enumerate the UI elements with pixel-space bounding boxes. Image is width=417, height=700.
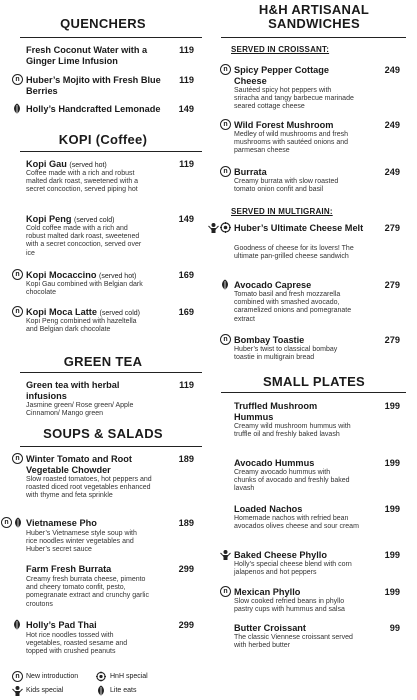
lite-eats-icon [220,279,230,290]
item-name: Avocado Caprese [234,280,312,290]
section-title-sandwiches-line1: H&H ARTISANAL [258,2,370,17]
new-introduction-icon: n [12,306,23,317]
item-description: Homemade nachos with refried bean avocados olives cheese and sour cream [234,515,359,531]
item-description: Medley of wild mushrooms and fresh mushrooms with sautéed onions and parmesan cheese [234,131,349,155]
item-name: Avocado Hummus [234,458,315,468]
section-title-small-plates: SMALL PLATES [262,374,366,389]
item-name: Vietnamese Pho [26,518,97,528]
item-price: 99 [389,623,400,633]
item-name: Mexican Phyllo [234,587,301,597]
item-description: Creamy fresh burrata cheese, pimento and cheery tomato confit, pesto, pomegranate extract and crunchy garlic croutons [26,576,149,608]
item-name: Kopi Gau (served hot) [26,159,107,169]
item-price: 169 [178,270,194,280]
item-description: Hot rice noodles tossed with vegetables, roasted sesame and topped with crushed peanuts [26,632,128,656]
item-name: Kopi Mocaccino (served hot) [26,270,137,280]
kids-special-icon [208,222,219,233]
new-introduction-icon: n [220,334,231,345]
section-rule [20,446,202,447]
section-quenchers [0,17,206,31]
item-name: Spicy Pepper Cottage Cheese [234,65,329,86]
item-price: 279 [384,335,400,345]
item-price: 149 [178,104,194,114]
item-description: Tomato basil and fresh mozzarella combined with smashed avocado, caramelized onions and pomegranate extract [234,291,352,323]
section-rule [20,372,202,373]
item-price: 119 [179,45,194,55]
section-title-soups-salads: SOUPS & SALADS [43,426,163,441]
section-small-plates [211,375,417,389]
item-name: Truffled Mushroom Hummus [234,401,318,422]
new-introduction-icon: n [12,671,23,682]
item-description: Kopi Gau combined with Belgian dark chocolate [26,281,143,297]
item-price: 199 [384,401,400,411]
item-price: 249 [384,65,400,75]
item-description: Creamy wild mushroom hummus with truffle oil and freshly baked lavash [234,423,351,439]
lite-eats-icon [13,517,23,528]
subsection-title-multigrain: SERVED IN MULTIGRAIN: [231,207,333,216]
new-introduction-icon: n [12,74,23,85]
legend-label: Lite eats [110,687,137,694]
section-title-green-tea: GREEN TEA [63,354,143,369]
new-introduction-icon: n [1,517,12,528]
item-description: Huber’s Vietnamese style soup with rice noodles winter vegetables and Huber’s secret sauce [26,530,137,554]
item-name: Baked Cheese Phyllo [234,550,327,560]
item-price: 299 [178,620,194,630]
item-price: 249 [384,167,400,177]
section-rule [221,37,406,38]
item-description: Kopi Peng combined with hazeltella and Belgian dark chocolate [26,318,137,334]
lite-eats-icon [12,619,22,630]
item-description: Sautéed spicy hot peppers with sriracha and tangy barbecue marinade seared cottage cheese [234,87,354,111]
item-name: Bombay Toastie [234,335,305,345]
item-price: 199 [384,550,400,560]
section-sandwiches [211,3,417,31]
item-name: Burrata [234,167,267,177]
item-name: Butter Croissant [234,623,306,633]
item-name: Winter Tomato and Root Vegetable Chowder [26,454,132,475]
kids-special-icon [12,685,23,696]
lite-eats-icon [12,103,22,114]
new-introduction-icon: n [220,64,231,75]
item-price: 189 [178,518,194,528]
item-name: Kopi Moca Latte (served cold) [26,307,140,317]
legend-label: New introduction [26,673,79,680]
item-price: 279 [384,223,400,233]
new-introduction-icon: n [12,269,23,280]
item-price: 199 [384,587,400,597]
item-description: Jasmine green/ Rose green/ Apple Cinnamon/ Mango green [26,402,134,418]
item-name: Farm Fresh Burrata [26,564,112,574]
section-kopi [0,133,206,147]
item-description: Creamy burrata with slow roasted tomato onion confit and basil [234,178,339,194]
hnh-special-icon [96,671,106,682]
item-price: 189 [178,454,194,464]
new-introduction-icon: n [220,166,231,177]
lite-eats-icon [96,685,106,696]
item-name: Kopi Peng (served cold) [26,214,115,224]
item-price: 169 [178,307,194,317]
item-price: 199 [384,504,400,514]
item-description: Slow cooked refried beans in phyllo pastry cups with hummus and salsa [234,598,345,614]
item-description: Coffee made with a rich and robust malted dark roast, sweetened with a secret concoction, served piping hot [26,170,139,194]
section-rule [20,37,202,38]
item-name: Wild Forest Mushroom [234,120,334,130]
hnh-special-icon [220,222,231,233]
item-name: Huber’s Ultimate Cheese Melt [234,223,364,233]
section-soups-salads [0,427,206,441]
section-green-tea [0,355,206,369]
item-description: Goodness of cheese for its lovers! The ultimate pan-grilled cheese sandwich [234,245,354,261]
item-price: 119 [179,380,194,390]
section-rule [221,392,406,393]
item-price: 119 [179,159,194,169]
new-introduction-icon: n [220,119,231,130]
subsection-title-croissant: SERVED IN CROISSANT: [231,45,330,54]
kids-special-icon [220,549,231,560]
legend [0,668,206,700]
item-name: Green tea with herbal infusions [26,380,120,401]
item-price: 119 [179,75,194,85]
item-price: 299 [178,564,194,574]
new-introduction-icon: n [12,453,23,464]
section-title-quenchers: QUENCHERS [60,16,146,31]
section-title-sandwiches-line2: SANDWICHES [268,16,360,31]
item-description: The classic Viennese croissant served with herbed butter [234,634,353,650]
item-description: Holly’s special cheese blend with corn jalapenos and hot peppers [234,561,352,577]
item-name: Holly’s Handcrafted Lemonade [26,104,161,114]
item-price: 279 [384,280,400,290]
item-price: 149 [178,214,194,224]
section-title-kopi: KOPI (Coffee) [58,132,148,147]
item-name: Holly’s Pad Thai [26,620,97,630]
item-description: Creamy avocado hummus with chunks of avocado and freshly baked lavash [234,469,350,493]
item-name: Fresh Coconut Water with a Ginger Lime Infusion [26,45,148,66]
item-price: 249 [384,120,400,130]
section-rule [20,151,202,152]
item-name: Huber’s Mojito with Fresh Blue Berries [26,75,161,96]
item-description: Huber’s twist to classical bombay toastie in multigrain bread [234,346,338,362]
item-description: Slow roasted tomatoes, hot peppers and roasted diced root vegetables enhanced with thyme and feta sprinkle [26,476,152,500]
item-name: Loaded Nachos [234,504,303,514]
item-description: Cold coffee made with a rich and robust malted dark roast, sweetened with a secret concoction, served over ice [26,225,142,257]
legend-label: HnH special [110,673,148,680]
new-introduction-icon: n [220,586,231,597]
item-price: 199 [384,458,400,468]
legend-label: Kids special [26,687,64,694]
